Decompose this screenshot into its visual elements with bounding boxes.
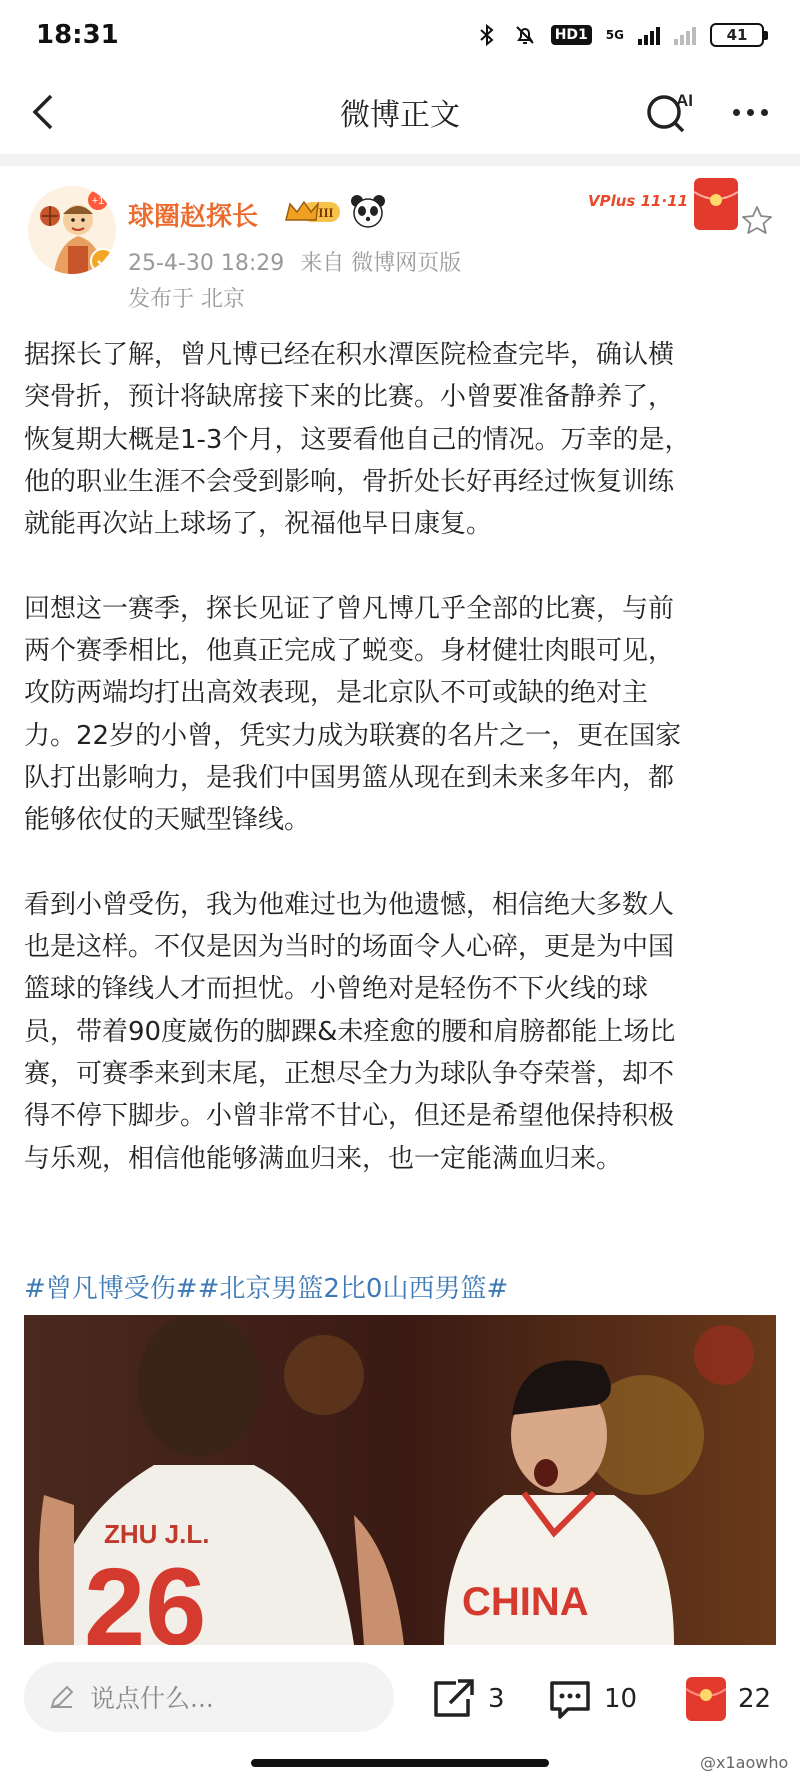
verified-icon xyxy=(90,248,116,274)
wifi-icon xyxy=(674,25,696,45)
hashtag-row xyxy=(24,1268,508,1305)
ai-search-icon[interactable] xyxy=(640,84,700,140)
post-line: 赛，可赛季来到末尾，正想尽全力为球队争夺荣誉，却不 xyxy=(24,1059,675,1090)
post-line: 队打出影响力，是我们中国男篮从现在到未来多年内，都 xyxy=(24,762,675,793)
avatar[interactable] xyxy=(28,186,116,274)
post-line: 力。22岁的小曾，凭实力成为联赛的名片之一，更在国家 xyxy=(24,720,682,751)
post-date: 25-4-30 18:29 xyxy=(128,251,285,276)
more-button[interactable] xyxy=(722,90,778,134)
avatar-badge: +1 xyxy=(91,195,105,207)
post-source[interactable]: 来自 微博网页版 xyxy=(300,251,462,276)
comment-icon xyxy=(546,1677,594,1721)
post-location: 发布于 北京 xyxy=(128,287,245,312)
section-divider xyxy=(0,154,800,166)
vplus-label: VPlus 11·11 xyxy=(588,192,689,210)
chevron-left-icon xyxy=(29,92,59,132)
paragraph-gap xyxy=(24,842,784,884)
battery-level: 41 xyxy=(726,26,748,44)
jersey-left-name: ZHU J.L. xyxy=(104,1519,210,1549)
like-count: 22 xyxy=(738,1684,772,1714)
repost-icon xyxy=(430,1677,478,1721)
post-body xyxy=(24,334,784,1180)
bottom-action-bar xyxy=(0,1645,800,1778)
comment-count: 10 xyxy=(604,1684,638,1714)
panda-icon xyxy=(350,194,386,228)
post-line: 能够依仗的天赋型锋线。 xyxy=(24,805,311,836)
post-line: 篮球的锋线人才而担忧。小曾绝对是轻伤不下火线的球 xyxy=(24,974,649,1005)
red-packet-like-icon xyxy=(684,1675,728,1723)
favorite-star-icon[interactable] xyxy=(742,205,772,235)
hashtag-link[interactable]: #曾凡博受伤# xyxy=(24,1274,198,1304)
post-line: 恢复期大概是1-3个月，这要看他自己的情况。万幸的是， xyxy=(24,424,691,455)
post-line: 他的职业生涯不会受到影响，骨折处长好再经过恢复训练 xyxy=(24,466,675,497)
comment-input[interactable] xyxy=(24,1662,394,1732)
status-time: 18:31 xyxy=(36,20,119,50)
page-title: 微博正文 xyxy=(340,98,460,133)
network-type: 5G xyxy=(605,28,624,42)
paragraph-gap xyxy=(24,545,784,587)
vplus-badge[interactable] xyxy=(588,178,738,236)
signal-icon xyxy=(638,25,660,45)
repost-count: 3 xyxy=(488,1684,505,1714)
post-line: 突骨折，预计将缺席接下来的比赛。小曾要准备静养了， xyxy=(24,382,675,413)
post-line: 两个赛季相比，他真正完成了蜕变。身材健壮肉眼可见， xyxy=(24,636,675,667)
jersey-left-number: 26 xyxy=(84,1546,207,1645)
home-indicator[interactable] xyxy=(251,1759,549,1767)
post-photo[interactable] xyxy=(24,1315,776,1645)
status-icons xyxy=(475,23,764,47)
post-line: 据探长了解，曾凡博已经在积水潭医院检查完毕，确认横 xyxy=(24,340,675,370)
post-line: 与乐观，相信他能够满血归来，也一定能满血归来。 xyxy=(24,1143,623,1174)
mute-icon xyxy=(513,23,537,47)
comment-button[interactable] xyxy=(546,1675,637,1723)
level-badge: III xyxy=(318,205,334,220)
post-meta xyxy=(128,246,461,277)
comment-placeholder: 说点什么... xyxy=(90,1684,214,1713)
post-line: 看到小曾受伤，我为他难过也为他遗憾，相信绝大多数人 xyxy=(24,889,675,920)
crown-level-icon xyxy=(284,198,342,226)
red-packet-icon xyxy=(694,178,738,230)
author-name[interactable]: 球圈赵探长 xyxy=(128,202,259,232)
watermark: @x1aowho xyxy=(700,1753,789,1772)
post-line: 攻防两端均打出高效表现，是北京队不可或缺的绝对主 xyxy=(24,678,649,709)
post-line: 得不停下脚步。小曾非常不甘心，但还是希望他保持积极 xyxy=(24,1101,675,1132)
hashtag-link[interactable]: #北京男篮2比0山西男篮# xyxy=(197,1274,509,1304)
repost-button[interactable] xyxy=(430,1675,505,1723)
post-line: 回想这一赛季，探长见证了曾凡博几乎全部的比赛，与前 xyxy=(24,593,675,624)
status-bar xyxy=(0,0,800,70)
battery-icon xyxy=(710,23,764,47)
post-line: 也是这样。不仅是因为当时的场面令人心碎，更是为中国 xyxy=(24,932,675,963)
ai-label: AI xyxy=(676,91,693,110)
back-button[interactable] xyxy=(22,90,66,134)
jersey-right-text: CHINA xyxy=(462,1580,589,1624)
like-button[interactable] xyxy=(684,1675,771,1723)
bluetooth-icon xyxy=(475,23,499,47)
hd-badge: HD1 xyxy=(551,25,592,45)
post-line: 员，带着90度崴伤的脚踝&未痊愈的腰和肩膀都能上场比 xyxy=(24,1016,676,1047)
post-line: 就能再次站上球场了，祝福他早日康复。 xyxy=(24,509,493,540)
pencil-icon xyxy=(48,1683,76,1711)
title-bar xyxy=(0,70,800,154)
basketball-photo-image xyxy=(24,1315,776,1645)
